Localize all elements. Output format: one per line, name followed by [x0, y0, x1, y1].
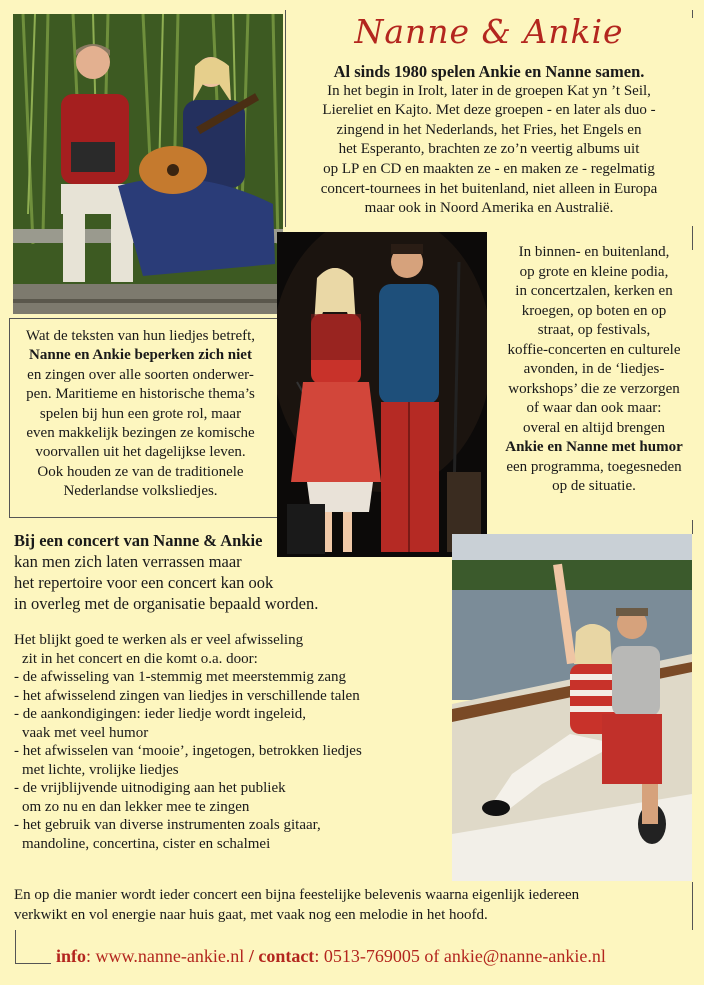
intro-line: het Esperanto, brachten ze zo’n veertig albums uit — [338, 141, 640, 158]
lyrics-line: spelen bij hun een grote rol, maar — [39, 405, 242, 422]
lyrics-line: Wat de teksten van hun liedjes betreft, — [25, 328, 256, 344]
list-item: - de aankondigingen: ieder liedje wordt ingeleid, — [14, 706, 306, 722]
venues-line: overal en altijd brengen — [522, 419, 666, 436]
venues-bold: Ankie en Nanne met humor — [505, 439, 683, 455]
lyrics-line: voorvallen uit het dagelijkse leven. — [35, 444, 246, 461]
contact-label: contact — [258, 946, 315, 966]
lyrics-line: even makkelijk bezingen ze komische — [26, 425, 255, 442]
list-item-cont: om zo nu en dan lekker mee te zingen — [22, 798, 250, 815]
frame-left-bottom — [9, 517, 277, 518]
email-link[interactable]: ankie@nanne-ankie.nl — [443, 946, 606, 966]
variety-intro: Het blijkt goed te werken als er veel afwisseling — [14, 632, 304, 648]
venues-line: workshops’ die ze verzorgen — [508, 380, 680, 397]
concert-bold: Bij een concert van Nanne & Ankie — [14, 531, 263, 550]
intro-line: op LP en CD en maakten ze - en maken ze - regelmatig — [323, 160, 655, 177]
frame-left-top — [9, 318, 277, 319]
intro-line: zingend in het Nederlands, het Fries, het Engels en — [336, 121, 642, 138]
lyrics-line: Ook houden ze van de traditionele — [37, 463, 244, 480]
variety-intro: zit in het concert en die komt o.a. door: — [22, 650, 258, 667]
page-title: Nanne & Ankie — [354, 12, 624, 51]
venues-line: of waar dan ook maar: — [526, 400, 662, 416]
list-item-cont: mandoline, concertina, cister en schalmei — [22, 835, 271, 852]
frame-right-lower — [692, 520, 693, 534]
photo-duo-bench — [13, 14, 283, 314]
frame-right-bottom — [692, 882, 693, 930]
list-item: - het gebruik van diverse instrumenten zoals gitaar, — [14, 817, 321, 833]
venues-line: koffie-concerten en culturele — [507, 341, 681, 358]
intro-lead: Al sinds 1980 spelen Ankie en Nanne samen. — [333, 62, 645, 81]
frame-left-vertical — [9, 318, 10, 518]
concert-paragraph — [14, 530, 454, 614]
website-link[interactable]: www.nanne-ankie.nl — [95, 946, 245, 966]
footer-bracket-horizontal — [15, 963, 51, 964]
or-word: of — [424, 946, 440, 966]
footer-contact: info: www.nanne-ankie.nl / contact: 0513-769005 of ankie@nanne-ankie.nl — [56, 946, 606, 966]
photo-stage-performance — [277, 232, 487, 557]
list-item: - het afwisselend zingen van liedjes in verschillende talen — [14, 687, 360, 704]
venues-line: straat, op festivals, — [537, 322, 651, 338]
intro-paragraph — [286, 62, 692, 219]
venues-line: avonden, in de ‘liedjes- — [523, 361, 665, 377]
frame-top-right — [692, 10, 693, 18]
list-item: - het afwisselen van ‘mooie’, ingetogen, betrokken liedjes — [14, 743, 362, 759]
venues-line: kroegen, op boten en op — [521, 302, 667, 319]
venues-line: een programma, toegesneden — [506, 458, 682, 475]
lyrics-line: en zingen over alle soorten onderwer- — [27, 366, 254, 383]
variety-list — [14, 631, 454, 853]
closing-line: verkwikt en vol energie naar huis gaat, met vaak nog een melodie in het hoofd. — [14, 907, 488, 923]
info-label: info — [56, 946, 87, 966]
list-item-cont: vaak met veel humor — [22, 724, 149, 741]
venues-line: op grote en kleine podia, — [519, 263, 669, 280]
intro-line: In het begin in Irolt, later in de groepen Kat yn ’t Seil, — [327, 82, 651, 99]
photo-boat — [452, 534, 692, 881]
list-item: - de afwisseling van 1-stemmig met meerstemmig zang — [14, 669, 346, 685]
concert-line: het repertoire voor een concert kan ook — [14, 573, 274, 592]
concert-line: in overleg met de organisatie bepaald worden. — [14, 594, 319, 613]
lyrics-line: Nederlandse volksliedjes. — [63, 483, 218, 500]
lyrics-line: pen. Maritieme en historische thema’s — [26, 386, 255, 403]
concert-line: kan men zich laten verrassen maar — [14, 552, 242, 571]
closing-paragraph — [14, 885, 694, 925]
intro-line: concert-tournees in het buitenland, niet alleen in Europa — [320, 180, 658, 197]
list-item-cont: met lichte, vrolijke liedjes — [22, 761, 179, 778]
venues-paragraph — [490, 243, 698, 497]
list-item: - de vrijblijvende uitnodiging aan het publiek — [14, 780, 286, 796]
venues-line: op de situatie. — [552, 478, 636, 494]
closing-line: En op die manier wordt ieder concert een bijna feestelijke belevenis waarna eigenlijk iedereen — [14, 887, 580, 903]
footer-separator: / — [248, 946, 254, 966]
intro-line: Liereliet en Kajto. Met deze groepen - en later als duo - — [322, 102, 656, 119]
venues-line: In binnen- en buitenland, — [518, 244, 670, 260]
lyrics-paragraph — [8, 327, 273, 502]
lyrics-bold: Nanne en Ankie beperken zich niet — [29, 347, 252, 364]
phone-link[interactable]: 0513-769005 — [323, 946, 420, 966]
venues-line: in concertzalen, kerken en — [515, 283, 673, 299]
footer-bracket-vertical — [15, 930, 16, 964]
intro-line: maar ook in Noord Amerika en Australië. — [364, 200, 614, 217]
